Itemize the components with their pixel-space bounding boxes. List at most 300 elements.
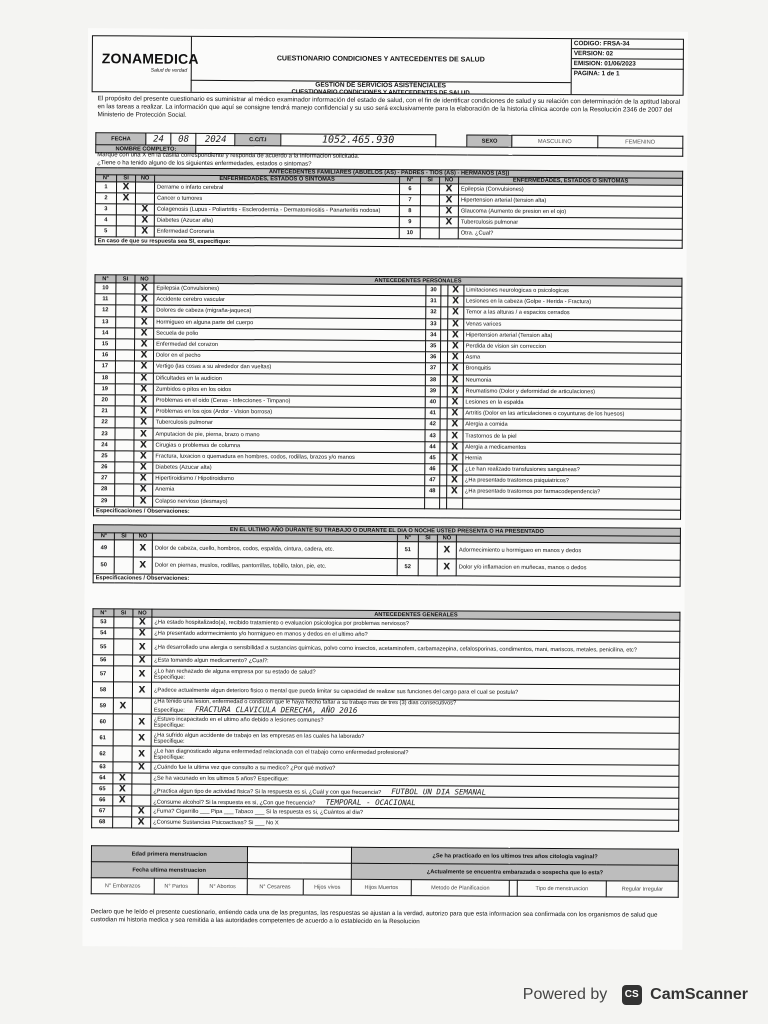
condition-label: Dolor de cabeza, cuello, hombros, codos, espalda, cintura, cadera, etc. (152, 540, 397, 558)
sexo-masculino[interactable]: MASCULINO (512, 135, 597, 148)
si-checkbox[interactable] (420, 184, 439, 195)
document-title: CUESTIONARIO CONDICIONES Y ANTECEDENTES DE SALUD (276, 55, 485, 64)
row-number: 26 (94, 462, 115, 473)
question-text: ¿Ha presentado adormecimiento y/o hormigueo en manos y dedos en el ultimo año? (154, 630, 368, 638)
personales-footer: Especificaciones / Observaciones: (94, 506, 681, 519)
condition-label: Reumatismo (Dolor y deformidad de articulaciones) (463, 386, 681, 399)
handwritten-answer[interactable]: FUTBOL UN DIA SEMANAL (391, 786, 487, 797)
row-number: 1 (96, 182, 117, 193)
row-number: 33 (426, 318, 441, 329)
row-number: 7 (399, 195, 420, 206)
no-checkbox[interactable] (446, 497, 462, 508)
gineco-col[interactable]: Tipo de menstruacion (517, 880, 606, 897)
question-text: ¿Consume alcohol? Si la respuesta es si, ¿Con que frecuencia? (153, 799, 316, 807)
no-checkbox[interactable]: X (133, 639, 152, 655)
condition-label: Epilepsia (Convulsiones) (154, 283, 426, 296)
no-checkbox[interactable]: X (448, 285, 464, 296)
condition-label: Derrame o infarto cerebral (154, 182, 399, 194)
no-checkbox[interactable]: X (132, 817, 151, 828)
si-checkbox[interactable] (113, 714, 132, 730)
no-checkbox[interactable]: X (439, 195, 458, 206)
row-number: 18 (94, 372, 115, 383)
si-checkbox[interactable] (114, 628, 133, 639)
si-checkbox[interactable] (116, 226, 135, 237)
si-checkbox[interactable] (116, 204, 135, 215)
si-checkbox[interactable] (116, 328, 135, 339)
question-cell (151, 817, 679, 831)
no-checkbox[interactable]: X (447, 386, 463, 397)
si-checkbox[interactable] (115, 417, 134, 428)
instruction-2: ¿Tiene o ha tenido alguno de los siguientes enfermedades, estados o sintomas? (97, 160, 312, 168)
question-text: ¿Fuma? Cigarrillo ___ Pipa ___ Tabaco ___ Si la respuesta es si, ¿Cuántos al dia? (153, 808, 364, 816)
condition-label: Hipertension arterial (Tension alta) (463, 330, 681, 343)
no-checkbox[interactable]: X (134, 372, 153, 383)
no-checkbox[interactable] (132, 773, 151, 784)
handwritten-answer[interactable]: FRACTURA CLAVICULA DERECHA, AÑO 2016 (194, 704, 358, 715)
no-checkbox[interactable]: X (447, 397, 463, 408)
row-number: 61 (92, 730, 113, 746)
row-number: 63 (92, 762, 113, 773)
si-checkbox[interactable] (115, 361, 134, 372)
embarazo-label: ¿Actualmente se encuentra embarazada o sospecha que lo esta? (352, 863, 679, 881)
pagina: PAGINA: 1 de 1 (573, 70, 620, 78)
no-checkbox[interactable]: X (439, 217, 458, 228)
question-text: ¿Estuvo incapacitado en el ultimo año debido a lesiones comunes? (153, 716, 324, 724)
si-checkbox[interactable]: X (113, 784, 132, 795)
emision: EMISION: 01/06/2023 (572, 59, 684, 70)
handwritten-answer[interactable]: TEMPORAL - OCACIONAL (325, 797, 416, 807)
row-number: 54 (93, 628, 114, 639)
row-number: 10 (399, 228, 420, 239)
col-n: N° (93, 609, 114, 617)
si-checkbox[interactable] (115, 384, 134, 395)
gineco-col[interactable]: Regular Irregular (606, 881, 678, 897)
question-text: ¿Lo han rechazado de alguna empresa por su estado de salud? (154, 668, 316, 676)
fecha-year[interactable]: 2024 (196, 133, 235, 145)
si-checkbox[interactable] (113, 762, 132, 773)
no-checkbox[interactable]: X (133, 617, 152, 628)
row-number: 58 (92, 682, 113, 698)
question-text: ¿Ha desarrollado una alergia o sensibilidad a sustancias quimicas, polvo como insectos, acetaminofem, carbamazepina, cefalosporinas, condimentos, mani, mariscos, metales, penicilina, etc? (154, 644, 637, 654)
row-number: 56 (93, 655, 114, 666)
si-checkbox[interactable]: X (113, 795, 132, 806)
trabajo-footer: Especificaciones / Observaciones: (93, 574, 680, 587)
condition-label: Tuberculosis pulmonar (458, 217, 682, 229)
menstruacion-field[interactable] (247, 847, 352, 864)
row-number: 12 (95, 305, 116, 316)
row-number: 28 (94, 484, 115, 495)
no-checkbox[interactable]: X (134, 484, 153, 495)
row-number: 3 (95, 204, 116, 215)
condition-label: Temor a las alturas / a espacios cerrados (463, 307, 681, 320)
condition-label: Enfermedad Coronaria (154, 226, 399, 238)
no-checkbox[interactable]: X (135, 294, 154, 305)
row-number: 66 (92, 795, 113, 806)
no-checkbox[interactable]: X (135, 317, 154, 328)
si-checkbox[interactable] (113, 730, 132, 746)
condition-label: Problemas en el oido (Ceras - Infecciones - Timpano) (153, 395, 425, 408)
question-text: ¿Cuándo fue la ultima vez que consulto a su medico? ¿Por qué motivo? (153, 764, 336, 772)
si-checkbox[interactable] (420, 217, 439, 228)
no-checkbox[interactable]: X (134, 473, 153, 484)
row-number: 11 (95, 294, 116, 305)
si-checkbox[interactable] (116, 283, 135, 294)
si-checkbox[interactable] (116, 215, 135, 226)
no-checkbox[interactable]: X (133, 540, 152, 557)
no-checkbox[interactable]: X (135, 305, 154, 316)
logo-tagline: Salud de verdad (150, 67, 188, 74)
no-checkbox[interactable]: X (439, 184, 458, 195)
no-checkbox[interactable]: X (446, 486, 462, 497)
no-checkbox[interactable]: X (133, 666, 152, 682)
row-number: 37 (425, 363, 440, 374)
camscanner-brand: CamScanner (650, 986, 748, 1004)
condition-label: ¿Le han realizado transfusiones sanguineas? (462, 464, 680, 477)
question-text: ¿Ha estado hospitalizado(a), recibido tratamiento o evaluacion psicologica por problemas nerviosos? (154, 619, 409, 628)
row-number: 9 (399, 217, 420, 228)
row-number: 52 (397, 559, 418, 576)
intro-paragraph: El propósito del presente cuestionario es suministrar al médico examinador información del estado de salud, con el fin de identificar condiciones de salud y su relación con determinación de la aptitud laboral en las tareas a realizar. La información que aquí se consigne tendrá manejo confidencial y su uso será exclusivamente para la elaboración de la historia clínica acorde con la Resolución 2346 de 2007 del Ministerio de Protección Social. (97, 95, 681, 119)
row-number: 16 (94, 350, 115, 361)
row-number: 59 (92, 698, 113, 714)
si-checkbox[interactable] (113, 806, 132, 817)
gineco-col[interactable]: Hijos vivos (303, 879, 352, 895)
row-number: 55 (93, 639, 114, 655)
si-checkbox[interactable] (115, 462, 134, 473)
no-checkbox[interactable]: X (134, 417, 153, 428)
row-number: 45 (425, 453, 440, 464)
no-checkbox[interactable]: X (448, 296, 464, 307)
gineco-table (91, 845, 679, 898)
row-number: 65 (92, 784, 113, 795)
gineco-col[interactable]: Metodo de Planificacion (411, 880, 509, 897)
condition-label: Diabetes (Azucar alta) (154, 215, 399, 227)
no-checkbox[interactable]: X (448, 307, 464, 318)
condition-label: Epilepsia (Convulsiones) (458, 184, 682, 196)
no-checkbox[interactable]: X (133, 557, 152, 574)
row-number: 48 (425, 486, 440, 497)
condition-label: Colagenosis (Lupus - Poliartritis - Esclerodermia - Dermatomiositis - Panarteritis nodosa) (154, 204, 399, 216)
si-checkbox[interactable] (418, 559, 437, 576)
si-checkbox[interactable] (113, 817, 132, 828)
no-checkbox[interactable]: X (135, 215, 154, 226)
questionnaire-sheet (82, 28, 688, 950)
no-checkbox[interactable]: X (447, 330, 463, 341)
si-checkbox[interactable] (114, 666, 133, 682)
row-number: 35 (426, 341, 441, 352)
especifique-label: Especifique: (154, 674, 186, 681)
col-si: SI (117, 175, 136, 182)
row-number: 25 (94, 451, 115, 462)
no-checkbox[interactable] (132, 795, 151, 806)
si-checkbox[interactable] (116, 305, 135, 316)
no-checkbox[interactable] (135, 182, 154, 193)
si-checkbox[interactable]: X (113, 773, 132, 784)
no-checkbox[interactable]: X (447, 453, 463, 464)
familiares-title: ANTECEDENTES FAMILIARES (ABUELOS (AS) - PADRES - TIOS (AS) - HERMANOS (AS)) (96, 168, 683, 179)
cc-value[interactable]: 1052.465.930 (280, 134, 436, 147)
si-checkbox[interactable] (114, 540, 133, 557)
row-number: 53 (93, 617, 114, 628)
gineco-col[interactable]: N° Embarazos (91, 878, 154, 894)
condition-label: Cancer o tumores (154, 193, 399, 205)
fecha-month[interactable]: 08 (171, 133, 196, 145)
row-number: 27 (94, 473, 115, 484)
row-number: 31 (426, 296, 441, 307)
no-checkbox[interactable]: X (132, 682, 151, 698)
no-checkbox[interactable]: X (134, 350, 153, 361)
powered-by-text: Powered by (522, 986, 608, 1004)
si-checkbox[interactable] (420, 206, 439, 217)
no-checkbox[interactable]: X (134, 440, 153, 451)
sexo-femenino[interactable]: FEMENINO (597, 136, 682, 149)
condition-label: Dificultades en la audicion (153, 373, 425, 386)
si-checkbox[interactable] (114, 617, 133, 628)
no-checkbox[interactable]: X (134, 496, 153, 507)
col-enfermedades: ENFERMEDADES, ESTADOS O SINTOMAS (155, 175, 400, 183)
condition-label: Artritis (Dolor en las articulaciones o coyunturas de los huesos) (463, 408, 681, 421)
row-number: 49 (93, 540, 114, 557)
si-checkbox[interactable] (115, 473, 134, 484)
row-number: 42 (425, 419, 440, 430)
row-number: 50 (93, 557, 114, 574)
row-number: 36 (426, 352, 441, 363)
no-checkbox[interactable]: X (134, 406, 153, 417)
antecedentes-familiares-table (95, 167, 683, 249)
row-number: 41 (425, 408, 440, 419)
col-si: SI (114, 609, 133, 617)
fecha-day[interactable]: 24 (146, 133, 171, 145)
condition-label: Colapso nervioso (desmayo) (153, 496, 425, 509)
condition-label: Venas varices (463, 319, 681, 332)
col-n: N° (93, 533, 114, 540)
no-checkbox[interactable]: X (447, 408, 463, 419)
si-checkbox[interactable] (418, 542, 437, 559)
col-si: SI (418, 535, 437, 542)
si-checkbox[interactable] (115, 484, 134, 495)
condition-label: Problemas en los ojos (Ardor - Vision borrosa) (153, 406, 425, 419)
row-number: 17 (94, 361, 115, 372)
condition-label: Bronquitis (463, 363, 681, 376)
col-no: NO (136, 175, 155, 182)
no-checkbox[interactable]: X (132, 746, 151, 762)
camscanner-watermark (523, 985, 748, 1005)
no-checkbox[interactable] (439, 228, 458, 239)
condition-label: Adormecimiento u hormigueo en manos y dedos (456, 542, 680, 560)
row-number: 14 (95, 327, 116, 338)
especifique-label: Especifique: (153, 754, 185, 761)
no-checkbox[interactable]: X (437, 559, 456, 576)
si-checkbox[interactable] (114, 639, 133, 655)
no-checkbox[interactable]: X (134, 384, 153, 395)
ultima-field[interactable] (247, 863, 352, 880)
familiares-footer: En caso de que su respuesta sea SI, especifique: (95, 237, 682, 249)
no-checkbox[interactable]: X (447, 341, 463, 352)
condition-label: Limitaciones neurologicas o psicologicas (464, 285, 682, 298)
no-checkbox[interactable]: X (447, 363, 463, 374)
question-text: ¿Se ha vacunado en los ultimos 5 años? Especifique: (153, 775, 289, 783)
no-checkbox[interactable]: X (133, 655, 152, 666)
no-checkbox[interactable]: X (437, 542, 456, 559)
no-checkbox[interactable]: X (135, 328, 154, 339)
no-checkbox[interactable]: X (134, 428, 153, 439)
no-checkbox[interactable]: X (135, 226, 154, 237)
subtitle-gestion: GESTION DE SERVICIOS ASISTENCIALES (191, 80, 571, 90)
declaracion: Declaro que he leído el presente cuestionario, entiendo cada una de las preguntas, las respuestas se ajustan a la verdad, autorizo para que esta informacion sea confirmada con los organismos de salud que custodian mi historia medica y sea remitida a las autoridades competentes de acuerdo a lo establecido en la Resolucion (90, 908, 658, 926)
nombre-label: NOMBRE COMPLETO: (96, 145, 196, 154)
row-number: 15 (95, 339, 116, 350)
menstruacion-label: Edad primera menstruacion (91, 846, 247, 863)
row-number: 21 (94, 406, 115, 417)
gineco-col[interactable]: N° Cesareas (247, 879, 303, 895)
row-number: 60 (92, 714, 113, 730)
si-checkbox[interactable] (115, 495, 134, 506)
col-no: NO (437, 535, 456, 542)
table-row (92, 817, 679, 832)
no-checkbox[interactable]: X (132, 714, 151, 730)
row-number: 43 (425, 430, 440, 441)
no-checkbox[interactable]: X (447, 374, 463, 385)
row-number: 44 (425, 441, 440, 452)
no-checkbox[interactable]: X (134, 361, 153, 372)
no-checkbox[interactable]: X (134, 395, 153, 406)
no-checkbox[interactable]: X (134, 451, 153, 462)
gineco-col[interactable]: Hijos Muertos (351, 879, 411, 895)
antecedentes-personales-table (93, 274, 682, 519)
condition-label: Diabetes (Azucar alta) (153, 462, 425, 475)
sexo-label: SEXO (467, 135, 512, 147)
no-checkbox[interactable]: X (439, 206, 458, 217)
version: VERSION: 02 (572, 49, 684, 60)
no-checkbox[interactable]: X (447, 430, 463, 441)
fecha-label: FECHA (96, 133, 146, 145)
gineco-col[interactable] (509, 880, 517, 896)
no-checkbox[interactable] (135, 193, 154, 204)
no-checkbox[interactable]: X (447, 419, 463, 430)
col-no: NO (133, 609, 152, 617)
no-checkbox[interactable] (132, 698, 151, 714)
si-checkbox[interactable] (115, 428, 134, 439)
row-number: 46 (425, 464, 440, 475)
no-checkbox[interactable]: X (132, 730, 151, 746)
condition-label: Accidente cerebro vascular (154, 294, 426, 307)
si-checkbox[interactable] (116, 316, 135, 327)
condition-label: Trastornos de la piel (463, 430, 681, 443)
personales-title: ANTECEDENTES PERSONALES (154, 275, 682, 286)
no-checkbox[interactable] (132, 784, 151, 795)
generales-title: ANTECEDENTES GENERALES (152, 609, 680, 620)
row-number: 10 (95, 283, 116, 294)
si-checkbox[interactable]: X (113, 698, 132, 714)
no-checkbox[interactable]: X (135, 204, 154, 215)
si-checkbox[interactable]: X (117, 182, 136, 193)
condition-label: Perdida de vision sin correccion (463, 341, 681, 354)
no-checkbox[interactable]: X (132, 806, 151, 817)
row-number: 67 (92, 806, 113, 817)
condition-label: Amputacion de pie, pierna, brazo o mano (153, 429, 425, 442)
si-checkbox[interactable] (116, 339, 135, 350)
si-checkbox[interactable] (115, 350, 134, 361)
gineco-col[interactable]: N° Abortos (198, 878, 247, 894)
no-checkbox[interactable]: X (447, 352, 463, 363)
no-checkbox[interactable]: X (447, 475, 463, 486)
condition-label: Dolor en piernas, muslos, rodillas, pantorrillas, tobillo, talon, pie, etc. (152, 557, 397, 575)
row-number: 22 (94, 417, 115, 428)
row-number: 5 (95, 226, 116, 237)
si-checkbox[interactable] (115, 372, 134, 383)
no-checkbox[interactable]: X (447, 318, 463, 329)
gineco-col[interactable]: N° Partos (154, 878, 198, 894)
si-checkbox[interactable] (420, 228, 439, 239)
row-number: 47 (425, 475, 440, 486)
row-number: 68 (92, 817, 113, 828)
condition-label: Glaucoma (Aumento de presion en el ojo) (458, 206, 682, 218)
si-checkbox[interactable] (116, 294, 135, 305)
condition-label: Hipertension arterial (tension alta) (458, 195, 682, 207)
condition-label: Dolor en el pecho (153, 350, 425, 363)
col-no: NO (440, 177, 459, 184)
citologia-label: ¿Se ha practicado en los ultimos tres años citologia vaginal? (352, 847, 679, 865)
condition-label: ¿Ha presentado trastornos por farmacodependencia? (462, 486, 680, 499)
col-enfermedades: ENFERMEDADES, ESTADOS O SINTOMAS (459, 177, 683, 185)
no-checkbox[interactable]: X (134, 462, 153, 473)
row-number: 38 (425, 374, 440, 385)
condition-label: Lesiones en la cabeza (Golpe - Herida - Fractura) (463, 296, 681, 309)
si-checkbox[interactable]: X (116, 193, 135, 204)
si-checkbox[interactable] (115, 439, 134, 450)
condition-label: Otra. ¿Cual? (458, 228, 682, 240)
row-number: 30 (426, 285, 441, 296)
question-text: ¿Ha tenido una lesion, enfermedad o condicion que le haya hecho faltar a su trabajo mas de tres (3) dias consecutivos? (153, 698, 457, 707)
row-number: 8 (399, 206, 420, 217)
si-checkbox[interactable] (113, 746, 132, 762)
row-number (425, 497, 440, 508)
instruction-1: Marque con una X en la casilla correspondiente y responda de acuerdo a la informacion solicitada. (97, 152, 360, 160)
col-si: SI (114, 533, 133, 540)
si-checkbox[interactable] (420, 195, 439, 206)
codigo: CODIGO: FRSA-34 (572, 39, 684, 50)
question-text: ¿Consume Sustancias Psicoactivas? Si ___ No X (153, 819, 279, 827)
especifique-label: Especifique: (153, 738, 185, 745)
no-checkbox[interactable]: X (135, 283, 154, 294)
condition-label: Alergia a comida (463, 419, 681, 432)
si-checkbox[interactable] (115, 406, 134, 417)
si-checkbox[interactable] (114, 655, 133, 666)
row-number: 64 (92, 773, 113, 784)
question-text: ¿Esta tomando algun medicamento? ¿Cual?: (154, 657, 269, 665)
cc-label: C.C/T.I (235, 134, 280, 146)
row-number: 19 (94, 383, 115, 394)
trabajo-title: EN EL ULTIMO AÑO DURANTE SU TRABAJO O DURANTE EL DIA O NOCHE USTED PRESENTA O HA PRESENTADO (93, 525, 680, 537)
no-checkbox[interactable]: X (447, 441, 463, 452)
condition-label: Dolores de cabeza (migraña-jaqueca) (154, 305, 426, 318)
si-checkbox[interactable] (115, 451, 134, 462)
si-checkbox[interactable] (115, 395, 134, 406)
no-checkbox[interactable]: X (135, 339, 154, 350)
condition-label: Neumonia (463, 374, 681, 387)
si-checkbox[interactable] (113, 682, 132, 698)
no-checkbox[interactable]: X (447, 464, 463, 475)
row-number: 24 (94, 439, 115, 450)
no-checkbox[interactable]: X (133, 628, 152, 639)
condition-label: Dolor y/o inflamacion en muñecas, manos o dedos (456, 559, 680, 577)
zonamedica-logo: ZONAMEDICA (101, 50, 199, 67)
question-text: ¿Le han diagnosticado alguna enfermedad relacionada con el trabajo como enfermedad profesional? (153, 748, 409, 756)
condition-label: Alergia a medicamentos (463, 442, 681, 455)
si-checkbox[interactable] (114, 557, 133, 574)
no-checkbox[interactable]: X (132, 762, 151, 773)
row-number: 40 (425, 397, 440, 408)
